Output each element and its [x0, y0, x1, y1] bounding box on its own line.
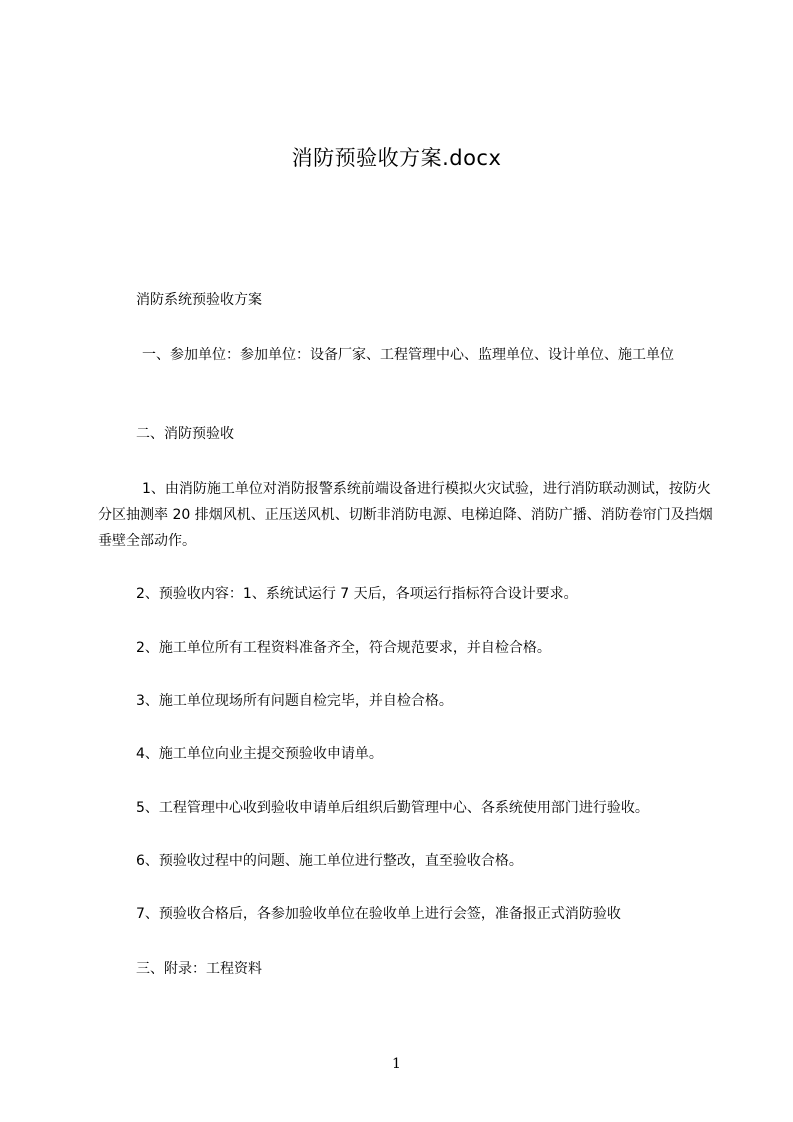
paragraph-item-2	[98, 581, 713, 607]
document-title: 消防预验收方案.docx	[291, 146, 502, 170]
paragraph-item-6-text: 5、工程管理中心收到验收申请单后组织后勤管理中心、各系统使用部门进行验收。	[136, 800, 649, 816]
section-pre-acceptance-text: 二、消防预验收	[136, 426, 234, 442]
paragraph-item-1-text: 1、由消防施工单位对消防报警系统前端设备进行模拟火灾试验，进行消防联动测试，按防火分区抽测率 20 排烟风机、正压送风机、切断非消防电源、电梯迫降、消防广播、消防卷帘门及挡烟垂壁全部动作。	[98, 481, 713, 549]
paragraph-item-7-text: 6、预验收过程中的问题、施工单位进行整改，直至验收合格。	[136, 853, 523, 869]
heading-text: 消防系统预验收方案	[136, 292, 262, 308]
paragraph-item-4-text: 3、施工单位现场所有问题自检完毕，并自检合格。	[136, 693, 453, 709]
paragraph-item-3-text: 2、施工单位所有工程资料准备齐全，符合规范要求，并自检合格。	[136, 640, 551, 656]
paragraph-item-8-text: 7、预验收合格后，各参加验收单位在验收单上进行会签，准备报正式消防验收	[136, 906, 621, 922]
paragraph-item-1	[98, 476, 713, 554]
paragraph-item-5-text: 4、施工单位向业主提交预验收申请单。	[136, 746, 383, 762]
paragraph-item-7	[98, 848, 713, 874]
paragraph-item-4	[98, 688, 713, 714]
section-participants-text: 一、参加单位：参加单位：设备厂家、工程管理中心、监理单位、设计单位、施工单位	[142, 347, 674, 363]
section-appendix-text: 三、附录：工程资料	[136, 961, 262, 977]
paragraph-item-2-text: 2、预验收内容：1、系统试运行 7 天后，各项运行指标符合设计要求。	[136, 586, 578, 602]
page-number: 1	[392, 1056, 401, 1072]
paragraph-item-3	[98, 635, 713, 661]
section-pre-acceptance	[98, 421, 713, 447]
paragraph-item-6	[98, 795, 713, 821]
paragraph-item-8	[98, 901, 713, 927]
section-participants	[98, 342, 713, 368]
document-heading	[98, 287, 713, 313]
paragraph-item-5	[98, 741, 713, 767]
section-appendix	[98, 956, 713, 982]
